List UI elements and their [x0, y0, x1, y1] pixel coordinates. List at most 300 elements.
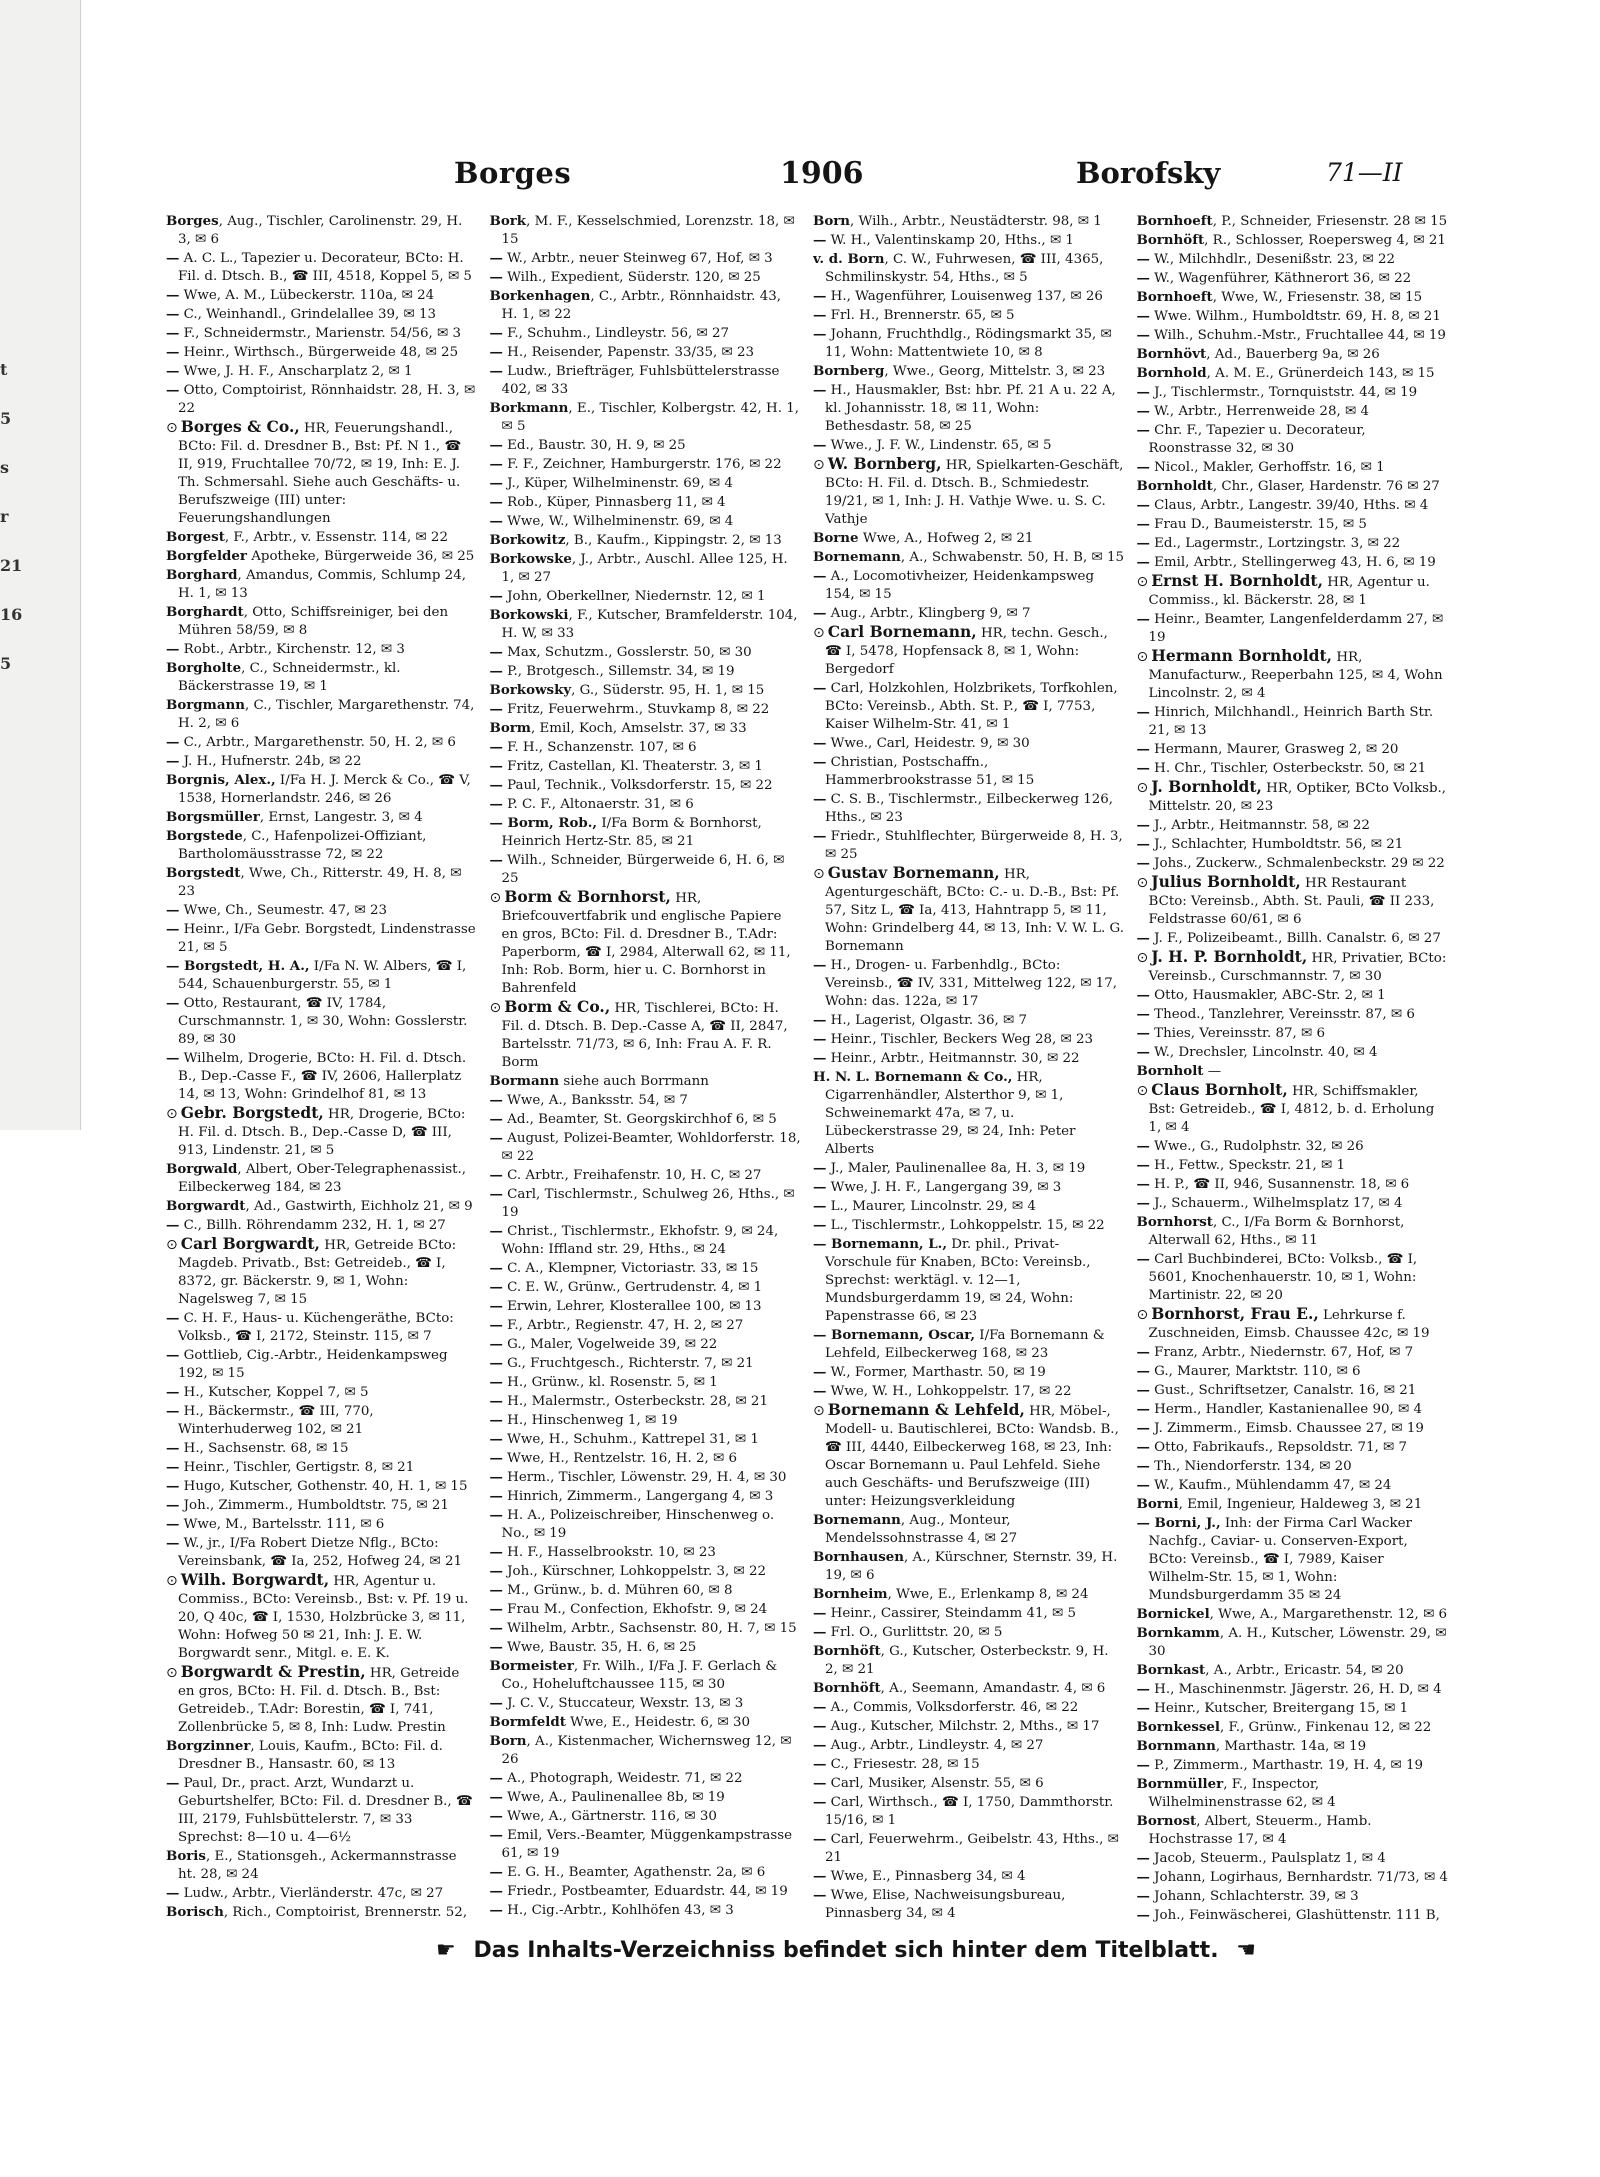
entry-name: — — [489, 325, 503, 341]
entry-name: — — [1136, 611, 1150, 627]
directory-entry — [490, 1713, 802, 1732]
entry-details: J. F., Polizeibeamt., Billh. Canalstr. 6, ✉ 27 — [1149, 931, 1441, 946]
directory-entry — [490, 1392, 802, 1411]
directory-entry — [490, 399, 802, 436]
directory-entry — [1137, 1194, 1449, 1213]
entry-name: Bormfeldt — [489, 1714, 566, 1730]
entry-details: , Albert, Steuerm., Hamb. Hochstrasse 17, ✉ 4 — [1148, 1814, 1372, 1847]
entry-name: — — [489, 1450, 503, 1466]
entry-details: Wwe, Baustr. 35, H. 6, ✉ 25 — [502, 1640, 697, 1655]
entry-details: , Wwe, Ch., Ritterstr. 49, H. 8, ✉ 23 — [178, 866, 462, 899]
entry-name: W. Bornberg, — [827, 454, 942, 473]
entry-name: Borm — [489, 720, 531, 736]
margin-fragment: 21 — [0, 556, 23, 575]
entry-name: Borisch — [166, 1904, 224, 1920]
directory-entry — [490, 1430, 802, 1449]
entry-name: — — [489, 1317, 503, 1333]
entry-details: , Emil, Ingenieur, Haldeweg 3, ✉ 21 — [1178, 1497, 1423, 1512]
registered-firm-icon: ⊙ — [813, 866, 825, 882]
entry-name: — — [489, 1469, 503, 1485]
entry-details: H., Wagenführer, Louisenweg 137, ✉ 26 — [826, 289, 1103, 304]
entry-name: Bormeister — [489, 1658, 574, 1674]
entry-name: — — [489, 1092, 503, 1108]
directory-entry — [166, 1383, 478, 1402]
entry-name: — — [166, 1440, 180, 1456]
directory-entry — [1137, 854, 1449, 873]
entry-details: , E., Tischler, Kolbergstr. 42, H. 1, ✉ 5 — [501, 401, 799, 434]
directory-entry — [1137, 364, 1449, 383]
entry-name: Borkowski — [489, 607, 569, 623]
entry-details: , F., Grünw., Finkenau 12, ✉ 22 — [1220, 1720, 1432, 1735]
entry-details: Ed., Lagermstr., Lortzingstr. 3, ✉ 22 — [1149, 536, 1401, 551]
directory-entry — [1137, 383, 1449, 402]
directory-entry — [1137, 212, 1449, 231]
entry-name: — — [813, 1887, 827, 1903]
entry-details: , F., Arbtr., v. Essenstr. 114, ✉ 22 — [224, 530, 448, 545]
entry-name: — — [489, 1223, 503, 1239]
entry-name: Bork — [489, 213, 527, 229]
entry-name: — — [166, 1516, 180, 1532]
entry-name: — — [813, 1217, 827, 1233]
directory-entry — [813, 604, 1125, 623]
entry-name: — — [813, 1031, 827, 1047]
directory-entry — [1137, 1661, 1449, 1680]
entry-name — [490, 1921, 503, 1922]
directory-entry — [166, 1458, 478, 1477]
entry-details: Wwe, E., Pinnasberg 34, ✉ 4 — [826, 1869, 1026, 1884]
entry-details: J., Maler, Paulinenallee 8a, H. 3, ✉ 19 — [826, 1161, 1086, 1176]
directory-entry — [1137, 1043, 1449, 1062]
directory-entry — [1137, 1906, 1449, 1922]
entry-details: H., Grünw., kl. Rosenstr. 5, ✉ 1 — [502, 1375, 718, 1390]
entry-details: , Amandus, Commis, Schlump 24, H. 1, ✉ 13 — [178, 568, 466, 601]
directory-entry — [166, 603, 478, 640]
directory-entry — [166, 1515, 478, 1534]
entry-name: — — [1136, 1157, 1150, 1173]
entry-details: Frau D., Baumeisterstr. 15, ✉ 5 — [1149, 517, 1367, 532]
entry-details: HR, Drogerie, BCto: H. Fil. d. Dtsch. B., Dep.-Casse D, ☎ III, 913, Lindenstr. 21, ✉ 5 — [178, 1107, 466, 1158]
directory-entry — [1137, 1250, 1449, 1305]
entry-details: Wwe., Carl, Heidestr. 9, ✉ 30 — [826, 736, 1030, 751]
entry-name: — — [166, 1535, 180, 1551]
directory-entry — [490, 1297, 802, 1316]
entry-name: Borgwald — [166, 1161, 238, 1177]
entry-details: , F., Kutscher, Bramfelderstr. 104, H. W, ✉ 33 — [501, 608, 798, 641]
directory-entry — [1137, 1812, 1449, 1849]
entry-name: — — [1136, 1681, 1150, 1697]
entry-details: , C., Schneidermstr., kl. Bäckerstrasse 19, ✉ 1 — [178, 661, 401, 694]
directory-entry — [1137, 1775, 1449, 1812]
directory-entry — [1137, 1156, 1449, 1175]
entry-details: Frau M., Confection, Ekhofstr. 9, ✉ 24 — [502, 1602, 768, 1617]
directory-entry — [1137, 835, 1449, 854]
entry-details: Hugo, Kutscher, Gothenstr. 40, H. 1, ✉ 15 — [179, 1479, 468, 1494]
directory-entry — [490, 1562, 802, 1581]
entry-name: — — [489, 1279, 503, 1295]
entry-details: Wwe, E., Heidestr. 6, ✉ 30 — [565, 1715, 750, 1730]
directory-entry — [1137, 740, 1449, 759]
entry-details: , E., Stationsgeh., Ackermannstrasse ht. 28, ✉ 24 — [178, 1849, 457, 1882]
entry-details: HR, Optiker, BCto Volksb., Mittelstr. 20, ✉ 23 — [1148, 781, 1447, 814]
entry-name: — — [489, 758, 503, 774]
directory-entry — [1137, 816, 1449, 835]
entry-name: Bornholt — [1136, 1063, 1204, 1079]
entry-details: Joh., Kürschner, Lohkoppelstr. 3, ✉ 22 — [502, 1564, 767, 1579]
directory-entry — [490, 1411, 802, 1430]
entry-name: Borghard — [166, 567, 238, 583]
entry-details: Heinr., Beamter, Langenfelderdamm 27, ✉ 19 — [1148, 612, 1444, 645]
entry-details: J., Arbtr., Heitmannstr. 58, ✉ 22 — [1149, 818, 1370, 833]
registered-firm-icon: ⊙ — [166, 1665, 178, 1681]
entry-name: — — [166, 1885, 180, 1901]
margin-fragment: s — [0, 458, 10, 477]
entry-name: Born — [489, 1733, 527, 1749]
entry-name: — — [813, 605, 827, 621]
directory-entry — [490, 1166, 802, 1185]
directory-entry — [166, 1774, 478, 1847]
directory-entry — [490, 1335, 802, 1354]
entry-details: , A. M. E., Grünerdeich 143, ✉ 15 — [1206, 366, 1435, 381]
directory-entry — [490, 268, 802, 287]
entry-details: H. F., Hasselbrookstr. 10, ✉ 23 — [502, 1545, 716, 1560]
entry-details: HR, Agentur u. Commiss., kl. Bäckerstr. 28, ✉ 1 — [1148, 575, 1430, 608]
entry-details: siehe auch Borrmann — [559, 1074, 709, 1089]
registered-firm-icon: ⊙ — [813, 625, 825, 641]
entry-name: Bornkast — [1136, 1662, 1206, 1678]
entry-details: H., Sachsenstr. 68, ✉ 15 — [179, 1441, 349, 1456]
entry-details: H. P., ☎ II, 946, Susannenstr. 18, ✉ 6 — [1149, 1177, 1410, 1192]
entry-details: W., Milchhdlr., Desenißstr. 23, ✉ 22 — [1149, 252, 1395, 267]
directory-entry — [813, 1774, 1125, 1793]
entry-details: Aug., Kutscher, Milchstr. 2, Mths., ✉ 17 — [826, 1719, 1100, 1734]
entry-name: — — [489, 663, 503, 679]
directory-entry — [166, 659, 478, 696]
entry-name: — — [813, 1012, 827, 1028]
directory-entry — [490, 851, 802, 888]
entry-details: Christian, Postschaffn., Hammerbrookstrasse 51, ✉ 15 — [825, 755, 1035, 788]
entry-name: Borgstedt — [166, 865, 241, 881]
entry-details: Herm., Tischler, Löwenstr. 29, H. 4, ✉ 30 — [502, 1470, 787, 1485]
entry-details: C. S. B., Tischlermstr., Eilbeckerweg 126, Hths., ✉ 23 — [825, 792, 1114, 825]
page-number: 71—II — [1326, 158, 1403, 187]
entry-details: Friedr., Stuhlflechter, Bürgerweide 8, H. 3, ✉ 25 — [825, 829, 1123, 862]
entry-details: Fritz, Feuerwehrm., Stuvkamp 8, ✉ 22 — [502, 702, 770, 717]
directory-entry — [1137, 1024, 1449, 1043]
directory-entry — [813, 1548, 1125, 1585]
entry-name: — — [166, 1384, 180, 1400]
entry-details: W., Arbtr., Herrenweide 28, ✉ 4 — [1149, 404, 1369, 419]
entry-details: W., Kaufm., Mühlendamm 47, ✉ 24 — [1149, 1478, 1392, 1493]
directory-entry — [490, 719, 802, 738]
entry-name: Borm & Bornhorst, — [504, 887, 671, 906]
entry-name: — — [1136, 1251, 1150, 1267]
entry-details: Heinr., Tischler, Gertigstr. 8, ✉ 21 — [179, 1460, 415, 1475]
entry-details: Wwe., G., Rudolphstr. 32, ✉ 26 — [1149, 1139, 1364, 1154]
directory-entry — [813, 231, 1125, 250]
entry-details: HR, Manufacturw., Reeperbahn 125, ✉ 4, Wohn Lincolnstr. 2, ✉ 4 — [1148, 650, 1443, 701]
directory-entry — [813, 1363, 1125, 1382]
entry-name: — — [489, 1298, 503, 1314]
directory-entry — [813, 1178, 1125, 1197]
entry-details: Theod., Tanzlehrer, Vereinsstr. 87, ✉ 6 — [1149, 1007, 1415, 1022]
entry-name: — — [166, 1217, 180, 1233]
directory-entry — [1137, 1756, 1449, 1775]
entry-name: — — [1136, 1869, 1150, 1885]
entry-name: — — [489, 1544, 503, 1560]
entry-details: , A., Schwabenstr. 50, H. B, ✉ 15 — [900, 550, 1125, 565]
entry-name: — — [813, 1775, 827, 1791]
entry-details: Wwe, H., Schuhm., Kattrepel 31, ✉ 1 — [502, 1432, 759, 1447]
entry-details: W., Former, Marthastr. 50, ✉ 19 — [826, 1365, 1046, 1380]
entry-name: — — [166, 325, 180, 341]
directory-entry — [813, 623, 1125, 679]
entry-name: — — [1136, 535, 1150, 551]
directory-entry — [813, 1755, 1125, 1774]
entry-details: HR Restaurant BCto: Vereinsb., Abth. St. Pauli, ☎ II 233, Feldstrasse 60/61, ✉ 6 — [1148, 876, 1435, 927]
entry-details: Nicol., Makler, Gerhoffstr. 16, ✉ 1 — [1149, 460, 1385, 475]
entry-name: Borne — [813, 530, 859, 546]
directory-entry — [813, 1736, 1125, 1755]
directory-entry — [1137, 477, 1449, 496]
directory-entry — [166, 640, 478, 659]
entry-details: HR, Briefcouvertfabrik und englische Papiere en gros, BCto: Fil. d. Dresdner B., T.Adr: Paperborm, ☎ I, 2984, Alterwall 62, ✉ 11, Inh: Rob. Borm, hier u. C. Bornhorst in Bahrenfeld — [501, 891, 791, 996]
directory-entry — [166, 212, 478, 249]
entry-name: J. Bornholdt, — [1151, 777, 1262, 796]
directory-entry — [1137, 534, 1449, 553]
directory-entry — [166, 1884, 478, 1903]
entry-details: L., Tischlermstr., Lohkoppelstr. 15, ✉ 22 — [826, 1218, 1105, 1233]
entry-name: — — [1136, 497, 1150, 513]
entry-name: — — [813, 1364, 827, 1380]
entry-name: Borkenhagen — [489, 288, 591, 304]
directory-entry — [1137, 1081, 1449, 1137]
entry-details: , C., Hafenpolizei-Offiziant, Bartholomäusstrasse 72, ✉ 22 — [178, 829, 427, 862]
directory-entry — [490, 1901, 802, 1920]
directory-entry — [490, 1222, 802, 1259]
entry-details: Frl. O., Gurlittstr. 20, ✉ 5 — [826, 1625, 1003, 1640]
directory-entry — [1137, 929, 1449, 948]
directory-entry — [813, 1642, 1125, 1679]
entry-name: — — [489, 1620, 503, 1636]
entry-name: — — [813, 1605, 827, 1621]
directory-entry — [166, 864, 478, 901]
entry-name: Bornmüller — [1136, 1776, 1224, 1792]
entry-name: Borgfelder — [166, 548, 247, 564]
entry-name: Bornost — [1136, 1813, 1197, 1829]
entry-details: , A., Kistenmacher, Wichernsweg 12, ✉ 26 — [501, 1734, 792, 1767]
registered-firm-icon: ⊙ — [166, 1106, 178, 1122]
header-first-name: Borges — [454, 156, 572, 190]
entry-details: P., Zimmerm., Marthastr. 19, H. 4, ✉ 19 — [1149, 1758, 1424, 1773]
entry-name: Borghardt — [166, 604, 244, 620]
entry-details: HR, Cigarrenhändler, Alsterthor 9, ✉ 1, Schweinemarkt 47a, ✉ 7, u. Lübeckerstrasse 29, ✉ 24, Inh: Peter Alberts — [825, 1070, 1076, 1157]
directory-entry — [490, 1543, 802, 1562]
entry-details: , R., Schlosser, Roepersweg 4, ✉ 21 — [1204, 233, 1446, 248]
entry-details: F., Arbtr., Regienstr. 47, H. 2, ✉ 27 — [502, 1318, 744, 1333]
entry-name: — — [489, 1355, 503, 1371]
directory-entry — [813, 1886, 1125, 1922]
entry-details: J. H., Hufnerstr. 24b, ✉ 22 — [179, 754, 362, 769]
entry-details: J., Tischlermstr., Tornquiststr. 44, ✉ 19 — [1149, 385, 1418, 400]
entry-name: — — [489, 1582, 503, 1598]
entry-details: I/Fa Bornemann & Lehfeld, Eilbeckerweg 168, ✉ 23 — [825, 1328, 1105, 1361]
entry-details: Wwe, Elise, Nachweisungsbureau, Pinnasberg 34, ✉ 4 — [825, 1888, 1066, 1921]
directory-entry — [490, 1316, 802, 1335]
entry-details: F., Schneidermstr., Marienstr. 54/56, ✉ 3 — [179, 326, 462, 341]
directory-entry — [813, 567, 1125, 604]
entry-name: — — [1136, 741, 1150, 757]
entry-name: — — [813, 791, 827, 807]
entry-details: E. G. H., Beamter, Agathenstr. 2a, ✉ 6 — [502, 1865, 766, 1880]
entry-details: H., Lagerist, Olgastr. 36, ✉ 7 — [826, 1013, 1027, 1028]
entry-details: W. H., Valentinskamp 20, Hths., ✉ 1 — [826, 233, 1074, 248]
directory-entry — [1137, 1495, 1449, 1514]
registered-firm-icon: ⊙ — [489, 890, 502, 906]
directory-entry — [813, 1068, 1125, 1159]
directory-entry — [166, 771, 478, 808]
directory-entry — [813, 1585, 1125, 1604]
entry-name: — — [1136, 251, 1150, 267]
entry-name: — — [489, 1902, 503, 1918]
entry-details: , Louis, Kaufm., BCto: Fil. d. Dresdner B., Hansastr. 60, ✉ 13 — [178, 1739, 443, 1772]
entry-details: M., Grünw., b. d. Mühren 60, ✉ 8 — [502, 1583, 733, 1598]
directory-entry — [490, 512, 802, 531]
directory-entry — [813, 455, 1125, 529]
registered-firm-icon: ⊙ — [813, 1403, 825, 1419]
directory-entry — [490, 1581, 802, 1600]
entry-name: — — [813, 232, 827, 248]
entry-name: Borkmann — [489, 400, 569, 416]
directory-entry — [166, 1160, 478, 1197]
directory-entry — [490, 1769, 802, 1788]
directory-entry — [813, 1830, 1125, 1867]
entry-name: — — [813, 1198, 827, 1214]
entry-details: , B., Kaufm., Kippingstr. 2, ✉ 13 — [565, 533, 782, 548]
entry-details: A., Locomotivheizer, Heidenkampsweg 154, ✉ 15 — [825, 569, 1095, 602]
entry-details: Heinr., Tischler, Beckers Weg 28, ✉ 23 — [826, 1032, 1094, 1047]
directory-entry — [813, 529, 1125, 548]
directory-entry — [490, 1354, 802, 1373]
registered-firm-icon: ⊙ — [1136, 1307, 1149, 1323]
directory-entry — [490, 1278, 802, 1297]
directory-entry — [166, 324, 478, 343]
entry-name: Bornhövt — [1136, 346, 1207, 362]
margin-fragment: 5 — [0, 654, 12, 673]
entry-details: H. A., Polizeischreiber, Hinschenweg o. No., ✉ 19 — [501, 1508, 775, 1541]
entry-details: I/Fa N. W. Albers, ☎ I, 544, Schauenburgerstr. 55, ✉ 1 — [178, 959, 467, 992]
entry-details: P. C. F., Altonaerstr. 31, ✉ 6 — [502, 797, 694, 812]
entry-details: Wwe, W., Wilhelminenstr. 69, ✉ 4 — [502, 514, 734, 529]
directory-entry — [490, 1468, 802, 1487]
entry-details: Ludw., Briefträger, Fuhlsbüttelerstrasse 402, ✉ 33 — [501, 364, 780, 397]
entry-name: — — [1136, 1025, 1150, 1041]
directory-entry — [166, 547, 478, 566]
directory-entry — [813, 1698, 1125, 1717]
directory-entry — [166, 362, 478, 381]
entry-details: Lehrkurse f. Zuschneiden, Eimsb. Chaussee 42c, ✉ 19 — [1148, 1308, 1430, 1341]
entry-details: Wilh., Schuhm.-Mstr., Fruchtallee 44, ✉ 19 — [1149, 328, 1446, 343]
entry-details: Carl, Wirthsch., ☎ I, 1750, Dammthorstr. 15/16, ✉ 1 — [825, 1795, 1114, 1828]
entry-details: A., Commis, Volksdorferstr. 46, ✉ 22 — [826, 1700, 1079, 1715]
entry-details: HR, Agentur u. Commiss., BCto: Vereinsb., Bst: v. Pf. 19 u. 20, Q 40c, ☎ I, 1530, Holzbrücke 3, ✉ 11, Wohn: Hofweg 50 ✉ 21, Inh: J. E. W. Borgwardt senr., Mitgl. e. E. K. — [178, 1574, 469, 1661]
entry-details: C. E. W., Grünw., Gertrudenstr. 4, ✉ 1 — [502, 1280, 763, 1295]
entry-details: F. H., Schanzenstr. 107, ✉ 6 — [502, 740, 697, 755]
entry-name: — — [1136, 760, 1150, 776]
directory-entry — [490, 1694, 802, 1713]
entry-details: H., Malermstr., Osterbeckstr. 28, ✉ 21 — [502, 1394, 768, 1409]
entry-name: — — [1136, 1382, 1150, 1398]
entry-name: — — [1136, 384, 1150, 400]
directory-entry — [1137, 1514, 1449, 1605]
directory-entry — [490, 1259, 802, 1278]
entry-name: Gustav Bornemann, — [827, 863, 1000, 882]
directory-entry — [490, 681, 802, 700]
entry-details: HR, Getreide en gros, BCto: H. Fil. d. Dtsch. B., Bst: Getreideb., T.Adr: Borestin, ☎ I, 741, Zollenbrücke 5, ✉ 8, Inh: Ludw. Prestin — [178, 1666, 460, 1735]
entry-name: — — [166, 1497, 180, 1513]
entry-name: — — [489, 456, 503, 472]
entry-name: — — [166, 1050, 180, 1066]
entry-details: , Chr., Glaser, Hardenstr. 76 ✉ 27 — [1212, 479, 1440, 494]
entry-details: H., Reisender, Papenstr. 33/35, ✉ 23 — [502, 345, 755, 360]
directory-entry — [1137, 1343, 1449, 1362]
entry-name: Bornkamm — [1136, 1625, 1220, 1641]
entry-name: — — [489, 777, 503, 793]
entry-name: — — [489, 250, 503, 266]
entry-details: H., Kutscher, Koppel 7, ✉ 5 — [179, 1385, 369, 1400]
entry-name: — — [813, 1160, 827, 1176]
entry-details: , Emil, Koch, Amselstr. 37, ✉ 33 — [530, 721, 747, 736]
directory-entry — [166, 1309, 478, 1346]
directory-entry — [490, 998, 802, 1072]
entry-name: — — [813, 1868, 827, 1884]
entry-name: Borgest — [166, 529, 225, 545]
entry-details: Gust., Schriftsetzer, Canalstr. 16, ✉ 21 — [1149, 1383, 1417, 1398]
entry-details: Wwe, W. H., Lohkoppelstr. 17, ✉ 22 — [826, 1384, 1072, 1399]
entry-details: HR, Möbel-, Modell- u. Bautischlerei, BCto: Wandsb. B., ☎ III, 4440, Eilbeckerweg 168, ✉ 23, Inh: Oscar Bornemann u. Paul Lehfeld. Siehe auch Geschäfts- und Berufszweige (III) unter: Heizungsverkleidung — [825, 1404, 1119, 1509]
entry-details: W., Drechsler, Lincolnstr. 40, ✉ 4 — [1149, 1045, 1378, 1060]
page-header — [166, 150, 1448, 194]
entry-details: J. C. V., Stuccateur, Wexstr. 13, ✉ 3 — [502, 1696, 744, 1711]
entry-name: — — [166, 382, 180, 398]
entry-name: Hermann Bornholdt, — [1151, 646, 1333, 665]
entry-name: — — [813, 1756, 827, 1772]
directory-entry — [813, 436, 1125, 455]
entry-details: Jacob, Steuerm., Paulsplatz 1, ✉ 4 — [1149, 1851, 1386, 1866]
entry-name: — — [1136, 987, 1150, 1003]
entry-details: , A., Arbtr., Ericastr. 54, ✉ 20 — [1205, 1663, 1404, 1678]
entry-details: HR, Privatier, BCto: Vereinsb., Curschmannstr. 7, ✉ 30 — [1148, 951, 1447, 984]
entry-details: Otto, Fabrikaufs., Repsoldstr. 71, ✉ 7 — [1149, 1440, 1408, 1455]
pointing-hand-left-icon: ☚ — [1236, 1938, 1256, 1963]
directory-entry — [1137, 515, 1449, 534]
entry-name: — — [813, 307, 827, 323]
registered-firm-icon: ⊙ — [1136, 574, 1149, 590]
entry-name: Julius Bornholdt, — [1151, 872, 1301, 891]
entry-name: Borgstede — [166, 828, 243, 844]
entry-name: — — [1136, 1420, 1150, 1436]
entry-details: Aug., Arbtr., Klingberg 9, ✉ 7 — [826, 606, 1031, 621]
directory-entry — [1137, 1718, 1449, 1737]
entry-name: — — [813, 957, 827, 973]
entry-details: Gottlieb, Cig.-Arbtr., Heidenkampsweg 192, ✉ 15 — [178, 1348, 448, 1381]
entry-name: — — [1136, 1477, 1150, 1493]
directory-entry — [1137, 647, 1449, 703]
entry-details: Joh., Zimmerm., Humboldtstr. 75, ✉ 21 — [179, 1498, 449, 1513]
entry-name: Bornhöft — [813, 1680, 881, 1696]
entry-name: Bornickel — [1136, 1606, 1210, 1622]
entry-name: Bornhorst — [1136, 1214, 1213, 1230]
entry-name: — Borm, Rob., — [489, 815, 598, 831]
